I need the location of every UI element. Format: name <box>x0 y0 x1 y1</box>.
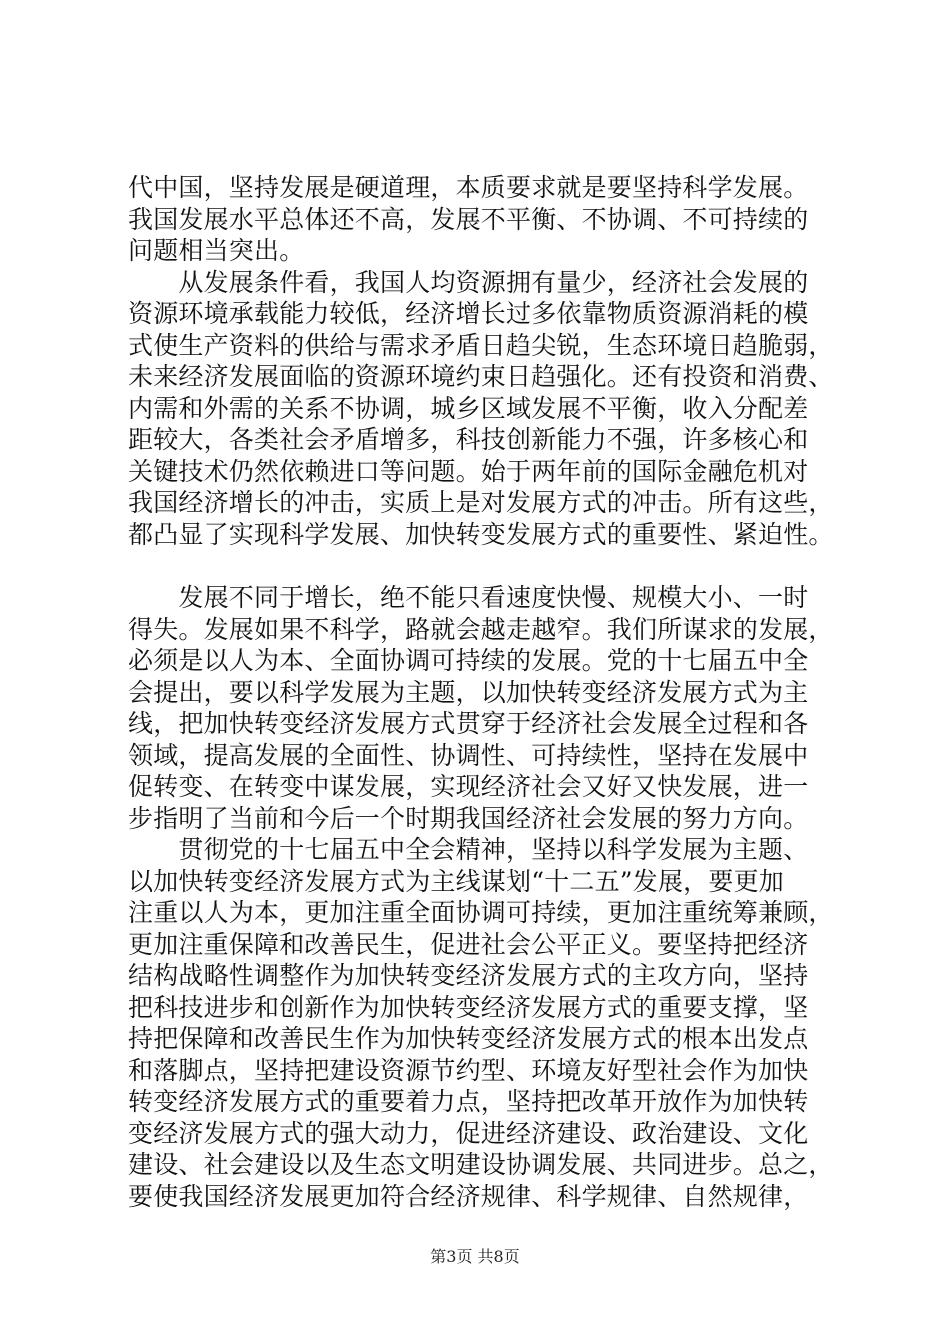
text-line: 发展不同于增长，绝不能只看速度快慢、规模大小、一时 <box>128 583 809 612</box>
text-line: 注重以人为本，更加注重全面协调可持续，更加注重统筹兼顾， <box>128 898 834 927</box>
text-line: 会提出，要以科学发展为主题，以加快转变经济发展方式为主 <box>128 677 809 707</box>
text-line: 贯彻党的十七届五中全会精神，坚持以科学发展为主题、 <box>128 835 809 864</box>
text-line: 建设、社会建设以及生态文明建设协调发展、共同进步。总之， <box>128 1150 834 1179</box>
text-line: 更加注重保障和改善民生，促进社会公平正义。要坚持把经济 <box>128 929 809 959</box>
text-line: 关键技术仍然依赖进口等问题。始于两年前的国际金融危机对 <box>128 456 809 486</box>
text-line: 要使我国经济发展更加符合经济规律、科学规律、自然规律， <box>128 1181 809 1211</box>
text-line: 促转变、在转变中谋发展，实现经济社会又好又快发展，进一 <box>128 772 809 801</box>
text-line: 未来经济发展面临的资源环境约束日趋强化。还有投资和消费、 <box>128 362 834 391</box>
text-line: 转变经济发展方式的重要着力点，坚持把改革开放作为加快转 <box>128 1087 809 1116</box>
text-line: 领域，提高发展的全面性、协调性、可持续性，坚持在发展中 <box>128 740 809 770</box>
text-line: 把科技进步和创新作为加快转变经济发展方式的重要支撑，坚 <box>128 992 809 1022</box>
text-line: 我国发展水平总体还不高，发展不平衡、不协调、不可持续的 <box>128 204 809 234</box>
text-line: 和落脚点，坚持把建设资源节约型、环境友好型社会作为加快 <box>128 1055 809 1085</box>
text-line: 代中国，坚持发展是硬道理，本质要求就是要坚持科学发展。 <box>128 173 809 202</box>
page-footer <box>0 1244 950 1267</box>
text-line: 步指明了当前和今后一个时期我国经济社会发展的努力方向。 <box>128 803 809 833</box>
text-line: 式使生产资料的供给与需求矛盾日趋尖锐，生态环境日趋脆弱， <box>128 330 834 360</box>
text-line: 都凸显了实现科学发展、加快转变发展方式的重要性、紧迫性。 <box>128 519 834 549</box>
text-line: 得失。发展如果不科学，路就会越走越窄。我们所谋求的发展， <box>128 614 834 644</box>
text-line: 距较大，各类社会矛盾增多，科技创新能力不强，许多核心和 <box>128 425 809 454</box>
text-line: 结构战略性调整作为加快转变经济发展方式的主攻方向，坚持 <box>128 961 809 990</box>
text-line: 资源环境承载能力较低，经济增长过多依靠物质资源消耗的模 <box>128 299 809 328</box>
body-text <box>128 172 834 1212</box>
text-line: 线，把加快转变经济发展方式贯穿于经济社会发展全过程和各 <box>128 709 809 738</box>
page-number-label: 第3页 共8页 <box>430 1247 520 1266</box>
text-line: 问题相当突出。 <box>128 236 305 265</box>
text-line: 我国经济增长的冲击，实质上是对发展方式的冲击。所有这些， <box>128 488 834 517</box>
text-line: 以加快转变经济发展方式为主线谋划“十二五”发展，要更加 <box>128 866 784 896</box>
text-line: 从发展条件看，我国人均资源拥有量少，经济社会发展的 <box>128 267 809 297</box>
paragraph-gap <box>128 550 828 582</box>
text-line: 持把保障和改善民生作为加快转变经济发展方式的根本出发点 <box>128 1024 809 1053</box>
text-line: 内需和外需的关系不协调，城乡区域发展不平衡，收入分配差 <box>128 393 809 423</box>
text-line: 必须是以人为本、全面协调可持续的发展。党的十七届五中全 <box>128 646 809 675</box>
text-line: 变经济发展方式的强大动力，促进经济建设、政治建设、文化 <box>128 1118 809 1148</box>
